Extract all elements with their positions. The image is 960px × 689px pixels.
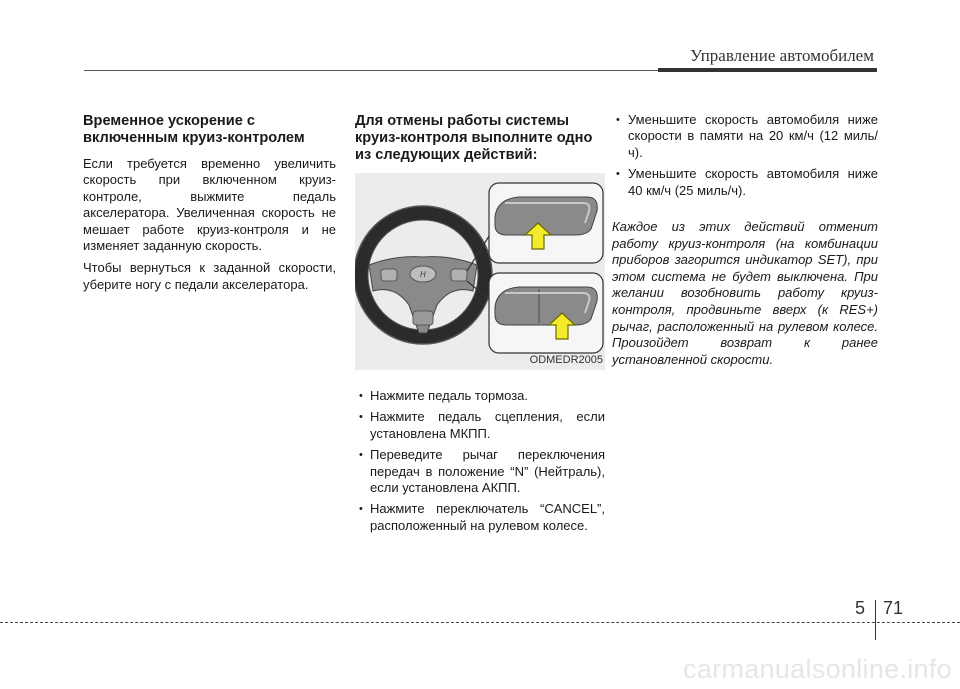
list-item: • Нажмите педаль тормоза. [355,388,605,404]
cancel-methods-list-continued [612,112,878,199]
list-item: • Переведите рычаг переключения передач в положение “N” (Нейтраль), если установлена АКПП. [355,447,605,496]
paragraph: Если требуется временно увеличить скорость при включенном круиз-контроле, выжмите педаль акселератора. Увеличенная скорость не мешает работе круиз-контроля и не изменяет заданную скорость. [83,156,336,254]
list-item: • Нажмите переключатель “CANCEL”, расположенный на рулевом колесе. [355,501,605,534]
section-heading: Временное ускорение с включенным круиз-контролем [83,113,305,146]
svg-text:H: H [419,270,427,279]
italic-note: Каждое из этих действий отменит работу круиз-контроля (на комбинации приборов загорится индикатор SET), при этом система не будет выключена. При желании возобновить работу круиз-контроля, продвиньте вверх (к RES+) рычаг, расположенный на рулевом колесе. Произойдет возврат к ранее установленной скорости. [612,219,878,367]
cruise-switch-callout-top [489,183,603,263]
cruise-switch-callout-bottom [489,273,603,353]
cancel-methods-list [355,388,605,534]
steering-wheel-icon [355,206,492,344]
section-number: 5 [855,598,866,618]
list-item: • Уменьшите скорость автомобиля ниже 40 км/ч (25 миль/ч). [612,166,878,199]
steering-wheel-illustration [355,173,605,370]
list-item: • Уменьшите скорость автомобиля ниже скорости в памяти на 20 км/ч (12 миль/ч). [612,112,878,161]
section-heading: Для отмены работы системы круиз-контроля выполните одно из следующих действий: [355,113,593,163]
list-item: • Нажмите педаль сцепления, если установлена МКПП. [355,409,605,442]
column-cancel-continued [612,112,878,368]
column-cancel-cruise [355,113,605,539]
figure-code: ODMEDR2005 [529,353,603,366]
column-temporary-acceleration [83,113,336,299]
page-number: 71 [883,598,904,618]
paragraph: Чтобы вернуться к заданной скорости, уберите ногу с педали акселератора. [83,260,336,292]
footer-rule [0,622,960,623]
page-number-separator [875,600,876,640]
steering-wheel-drawing [355,173,605,370]
page-header-title: Управление автомобилем [690,46,874,65]
watermark: carmanualsonline.info [683,654,952,684]
header-rule-accent [658,68,877,72]
